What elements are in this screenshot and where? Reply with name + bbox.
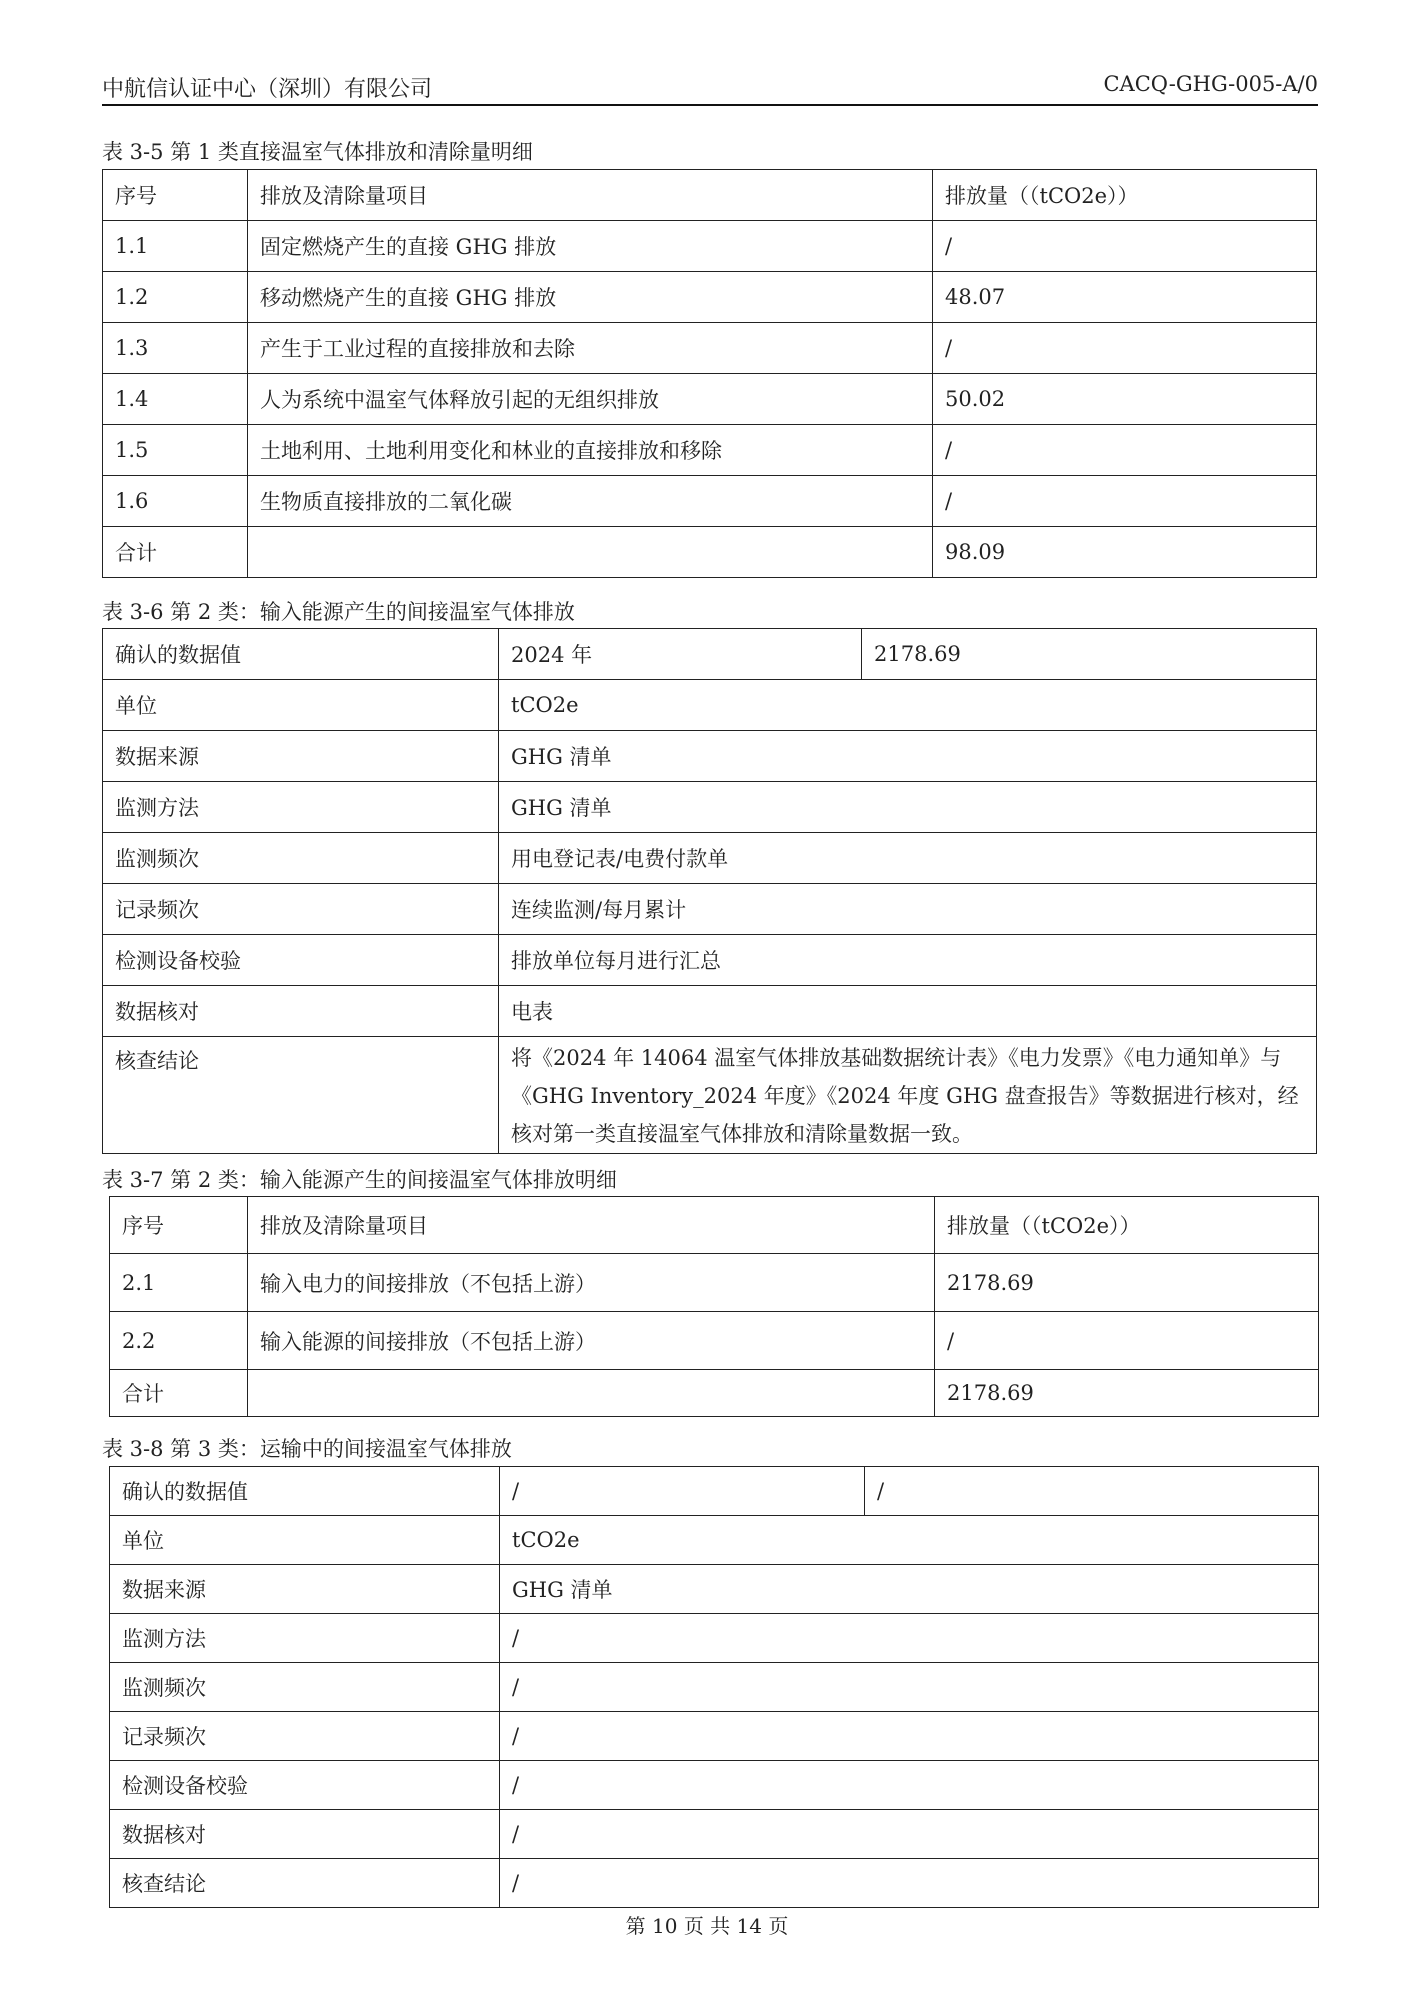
row-value: tCO2e bbox=[499, 680, 1317, 731]
row-label: 单位 bbox=[110, 1516, 500, 1565]
table-row bbox=[103, 935, 1317, 986]
row-value: / bbox=[500, 1761, 1319, 1810]
table-row bbox=[103, 986, 1317, 1037]
row-value: / bbox=[500, 1810, 1319, 1859]
document-code: CACQ-GHG-005-A/0 bbox=[1103, 72, 1318, 96]
row-label: 确认的数据值 bbox=[103, 629, 499, 680]
table-row bbox=[110, 1859, 1319, 1908]
row-value: 排放单位每月进行汇总 bbox=[499, 935, 1317, 986]
table-3-5 bbox=[102, 169, 1317, 578]
table-cell: 1.5 bbox=[103, 425, 248, 476]
row-value: / bbox=[500, 1614, 1319, 1663]
row-value: 将《2024 年 14064 温室气体排放基础数据统计表》《电力发票》《电力通知单》与《GHG Inventory_2024 年度》《2024 年度 GHG 盘查报告》等数据进行核对，经核对第一类直接温室气体排放和清除量数据一致。 bbox=[499, 1037, 1317, 1154]
table-row bbox=[103, 1037, 1317, 1154]
table-cell: 2178.69 bbox=[935, 1254, 1319, 1312]
table-3-7-caption: 表 3-7 第 2 类：输入能源产生的间接温室气体排放明细 bbox=[102, 1168, 617, 1192]
confirmed-value: / bbox=[865, 1467, 1319, 1516]
row-label: 确认的数据值 bbox=[110, 1467, 500, 1516]
confirmed-value: 2178.69 bbox=[862, 629, 1317, 680]
row-label: 数据来源 bbox=[103, 731, 499, 782]
row-value: 电表 bbox=[499, 986, 1317, 1037]
row-value: / bbox=[500, 1859, 1319, 1908]
table-cell: 合计 bbox=[103, 527, 248, 578]
table-row bbox=[110, 1810, 1319, 1859]
row-label: 监测方法 bbox=[110, 1614, 500, 1663]
row-value: / bbox=[500, 1663, 1319, 1712]
table-row bbox=[103, 527, 1317, 578]
table-3-5-caption: 表 3-5 第 1 类直接温室气体排放和清除量明细 bbox=[102, 140, 533, 164]
table-3-7 bbox=[109, 1196, 1319, 1417]
table-cell: 1.3 bbox=[103, 323, 248, 374]
table-cell: 输入电力的间接排放（不包括上游） bbox=[248, 1254, 935, 1312]
table-cell: 50.02 bbox=[933, 374, 1317, 425]
table-cell: 2.1 bbox=[110, 1254, 248, 1312]
table-row bbox=[103, 323, 1317, 374]
table-cell: 1.1 bbox=[103, 221, 248, 272]
row-value: GHG 清单 bbox=[500, 1565, 1319, 1614]
table-cell: 移动燃烧产生的直接 GHG 排放 bbox=[248, 272, 933, 323]
table-row bbox=[110, 1663, 1319, 1712]
table-row bbox=[110, 1312, 1319, 1370]
row-label: 数据核对 bbox=[103, 986, 499, 1037]
page-number: 第 10 页 共 14 页 bbox=[625, 1914, 789, 1938]
table-cell: / bbox=[933, 323, 1317, 374]
table-cell: 1.6 bbox=[103, 476, 248, 527]
table-row bbox=[110, 1565, 1319, 1614]
table-row bbox=[103, 425, 1317, 476]
table-row bbox=[110, 1467, 1319, 1516]
table-cell: / bbox=[935, 1312, 1319, 1370]
column-header: 排放及清除量项目 bbox=[248, 1197, 935, 1254]
column-header: 序号 bbox=[110, 1197, 248, 1254]
table-cell: / bbox=[933, 425, 1317, 476]
table-row bbox=[110, 1712, 1319, 1761]
table-header-row bbox=[103, 170, 1317, 221]
table-cell: 生物质直接排放的二氧化碳 bbox=[248, 476, 933, 527]
row-label: 记录频次 bbox=[103, 884, 499, 935]
table-3-6 bbox=[102, 628, 1317, 1154]
row-value: 用电登记表/电费付款单 bbox=[499, 833, 1317, 884]
table-3-8-caption: 表 3-8 第 3 类：运输中的间接温室气体排放 bbox=[102, 1437, 512, 1461]
row-value: / bbox=[500, 1712, 1319, 1761]
table-cell: 人为系统中温室气体释放引起的无组织排放 bbox=[248, 374, 933, 425]
table-cell: 合计 bbox=[110, 1370, 248, 1417]
row-label: 核查结论 bbox=[110, 1859, 500, 1908]
row-label: 数据核对 bbox=[110, 1810, 500, 1859]
row-label: 检测设备校验 bbox=[103, 935, 499, 986]
row-label: 记录频次 bbox=[110, 1712, 500, 1761]
table-3-8 bbox=[109, 1466, 1319, 1908]
column-header: 排放及清除量项目 bbox=[248, 170, 933, 221]
table-cell: / bbox=[933, 221, 1317, 272]
row-value: GHG 清单 bbox=[499, 782, 1317, 833]
row-value: tCO2e bbox=[500, 1516, 1319, 1565]
row-label: 检测设备校验 bbox=[110, 1761, 500, 1810]
table-row bbox=[110, 1614, 1319, 1663]
table-cell bbox=[248, 1370, 935, 1417]
table-row bbox=[103, 884, 1317, 935]
row-label: 单位 bbox=[103, 680, 499, 731]
header-divider bbox=[102, 104, 1318, 106]
table-row bbox=[103, 476, 1317, 527]
table-row bbox=[103, 680, 1317, 731]
table-header-row bbox=[110, 1197, 1319, 1254]
table-row bbox=[103, 221, 1317, 272]
table-cell: 98.09 bbox=[933, 527, 1317, 578]
table-row bbox=[103, 782, 1317, 833]
table-cell: 2.2 bbox=[110, 1312, 248, 1370]
table-cell: 48.07 bbox=[933, 272, 1317, 323]
table-row bbox=[110, 1370, 1319, 1417]
table-cell: 产生于工业过程的直接排放和去除 bbox=[248, 323, 933, 374]
row-label: 数据来源 bbox=[110, 1565, 500, 1614]
year-value: 2024 年 bbox=[499, 629, 862, 680]
table-row bbox=[110, 1761, 1319, 1810]
column-header: 排放量（（tCO2e）） bbox=[935, 1197, 1319, 1254]
table-row bbox=[103, 272, 1317, 323]
table-cell: 固定燃烧产生的直接 GHG 排放 bbox=[248, 221, 933, 272]
table-row bbox=[103, 629, 1317, 680]
table-cell: / bbox=[933, 476, 1317, 527]
row-value: GHG 清单 bbox=[499, 731, 1317, 782]
table-row bbox=[110, 1254, 1319, 1312]
table-row bbox=[103, 374, 1317, 425]
column-header: 序号 bbox=[103, 170, 248, 221]
table-row bbox=[103, 731, 1317, 782]
row-value: 连续监测/每月累计 bbox=[499, 884, 1317, 935]
row-label: 监测方法 bbox=[103, 782, 499, 833]
table-cell: 输入能源的间接排放（不包括上游） bbox=[248, 1312, 935, 1370]
table-row bbox=[103, 833, 1317, 884]
company-name: 中航信认证中心（深圳）有限公司 bbox=[102, 77, 433, 102]
table-cell: 1.4 bbox=[103, 374, 248, 425]
table-row bbox=[110, 1516, 1319, 1565]
table-3-6-caption: 表 3-6 第 2 类：输入能源产生的间接温室气体排放 bbox=[102, 600, 575, 624]
column-header: 排放量（（tCO2e）） bbox=[933, 170, 1317, 221]
year-value: / bbox=[500, 1467, 865, 1516]
table-cell: 2178.69 bbox=[935, 1370, 1319, 1417]
table-cell: 1.2 bbox=[103, 272, 248, 323]
table-cell bbox=[248, 527, 933, 578]
table-cell: 土地利用、土地利用变化和林业的直接排放和移除 bbox=[248, 425, 933, 476]
row-label: 监测频次 bbox=[110, 1663, 500, 1712]
row-label: 核查结论 bbox=[103, 1037, 499, 1154]
row-label: 监测频次 bbox=[103, 833, 499, 884]
